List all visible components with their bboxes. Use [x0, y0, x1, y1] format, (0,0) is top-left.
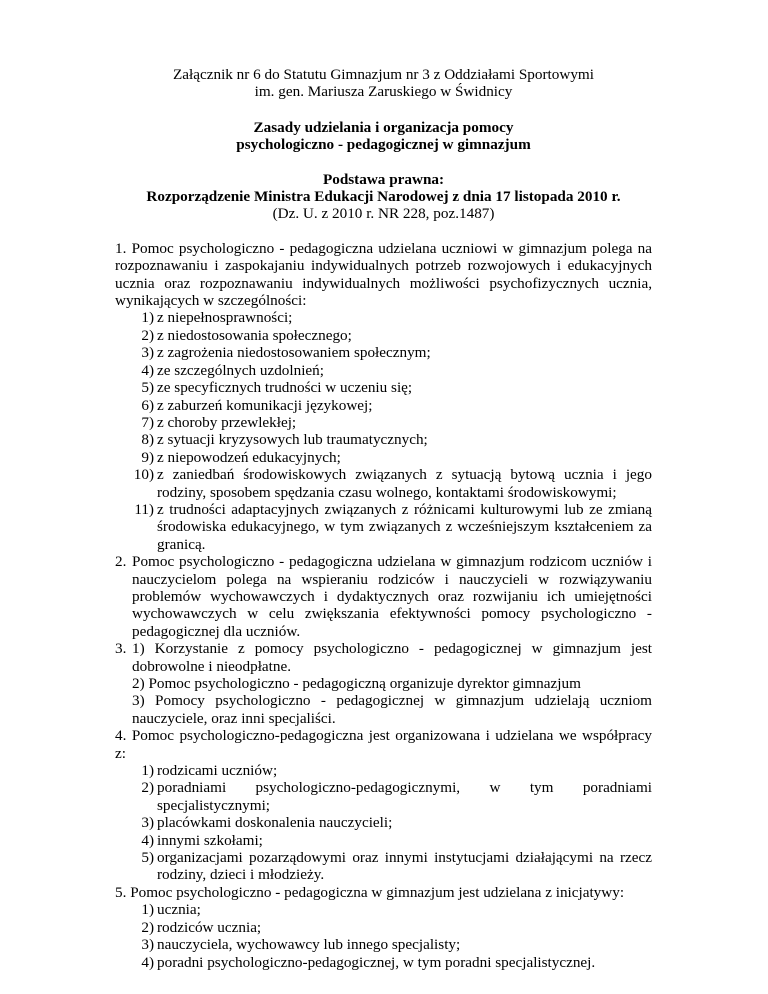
section-4 — [115, 727, 652, 884]
list-item: 3) nauczyciela, wychowawcy lub innego specjalisty; — [141, 936, 461, 954]
section-4-intro: 4. Pomoc psychologiczno-pedagogiczna jest organizowana i udzielana we współpracy z: — [115, 727, 652, 762]
list-item: 7) z choroby przewlekłej; — [141, 413, 297, 431]
list-item: 1) rodzicami uczniów; — [141, 762, 278, 780]
list-item: 4) poradni psychologiczno-pedagogicznej, w tym poradni specjalistycznej. — [141, 953, 596, 971]
list-item: 6) z zaburzeń komunikacji językowej; — [141, 396, 373, 414]
list-item: 9) z niepowodzeń edukacyjnych; — [141, 448, 341, 466]
list-item: 4) innymi szkołami; — [141, 831, 263, 849]
section-number: 1. — [115, 239, 127, 257]
list-item: 2) z niedostosowania społecznego; — [141, 326, 352, 344]
section-1 — [115, 240, 652, 553]
section-3-point-1: 1) Korzystanie z pomocy psychologiczno - pedagogicznej w gimnazjum jest dobrowolne i nieodpłatne. — [132, 640, 652, 675]
section-2 — [115, 553, 652, 640]
section-3-point-2: 2) Pomoc psychologiczno - pedagogiczną organizuje dyrektor gimnazjum — [132, 675, 581, 692]
section-5-intro: 5. Pomoc psychologiczno - pedagogiczna w gimnazjum jest udzielana z inicjatywy: — [115, 883, 625, 901]
list-item: 3) z zagrożenia niedostosowaniem społecznym; — [141, 344, 431, 362]
list-item: 5) organizacjami pozarządowymi oraz innymi instytucjami działającymi na rzecz rodziny, dzieci i młodzieży. — [141, 849, 652, 884]
list-item: 3) placówkami doskonalenia nauczycieli; — [141, 814, 393, 832]
section-number: 3. — [115, 640, 127, 658]
section-3-point-3: 3) Pomocy psychologiczno - pedagogicznej w gimnazjum udzielają uczniom nauczyciele, oraz inni specjaliści. — [132, 692, 652, 727]
list-item: 1) z niepełnosprawności; — [141, 309, 293, 327]
list-item: 8) z sytuacji kryzysowych lub traumatycznych; — [141, 431, 428, 449]
section-number: 4. — [115, 727, 127, 745]
header — [115, 66, 652, 101]
header-line-1: Załącznik nr 6 do Statutu Gimnazjum nr 3 z Oddziałami Sportowymi — [173, 66, 594, 83]
legal-basis-citation: (Dz. U. z 2010 r. NR 228, poz.1487) — [272, 205, 495, 223]
list-item: 2) rodziców ucznia; — [141, 918, 262, 936]
section-2-text: Pomoc psychologiczno - pedagogiczna udzielana w gimnazjum rodzicom uczniów i nauczycielom polega na wspieraniu rodziców i nauczycieli w rozwiązywaniu problemów wychowawczych i dydaktycznych oraz rozwijaniu ich umiejętności wychowawczych w celu zwiększania efektywności pomocy psychologiczno - pedagogicznej dla uczniów. — [132, 553, 652, 640]
section-1-intro: 1. Pomoc psychologiczno - pedagogiczna udzielana uczniowi w gimnazjum polega na rozpoznawaniu i zaspokajaniu indywidualnych potrzeb rozwojowych i edukacyjnych ucznia oraz rozpoznawaniu indywidualnych możliwości psychofizycznych ucznia, wynikających w szczególności: — [115, 239, 653, 310]
header-line-2: im. gen. Mariusza Zaruskiego w Świdnicy — [254, 83, 513, 101]
list-item: 1) ucznia; — [141, 901, 201, 919]
legal-basis — [115, 171, 652, 223]
list-item: 11) z trudności adaptacyjnych związanych z różnicami kulturowymi lub ze zmianą środowiska edukacyjnego, w tym związanych z wcześniejszym kształceniem za granicą. — [134, 500, 652, 553]
list-item: 4) ze szczególnych uzdolnień; — [141, 361, 324, 379]
title-line-1: Zasady udzielania i organizacja pomocy — [253, 118, 514, 136]
list-item: 5) ze specyficznych trudności w uczeniu się; — [141, 379, 413, 397]
title-line-2: psychologiczno - pedagogicznej w gimnazjum — [236, 136, 531, 154]
section-3 — [115, 640, 652, 727]
section-5 — [115, 884, 652, 971]
legal-basis-label: Podstawa prawna: — [322, 170, 445, 188]
section-number: 5. — [115, 883, 127, 901]
document-title — [115, 119, 652, 154]
legal-basis-regulation: Rozporządzenie Ministra Edukacji Narodowej z dnia 17 listopada 2010 r. — [146, 188, 621, 206]
list-item: 10) z zaniedbań środowiskowych związanych z sytuacją bytową ucznia i jego rodziny, sposobem spędzania czasu wolnego, kontaktami środowiskowymi; — [133, 466, 652, 501]
section-number: 2. — [115, 553, 127, 571]
list-item: 2) poradniami psychologiczno-pedagogicznymi, w tym poradniami specjalistycznymi; — [141, 779, 652, 814]
document-body — [115, 66, 652, 971]
